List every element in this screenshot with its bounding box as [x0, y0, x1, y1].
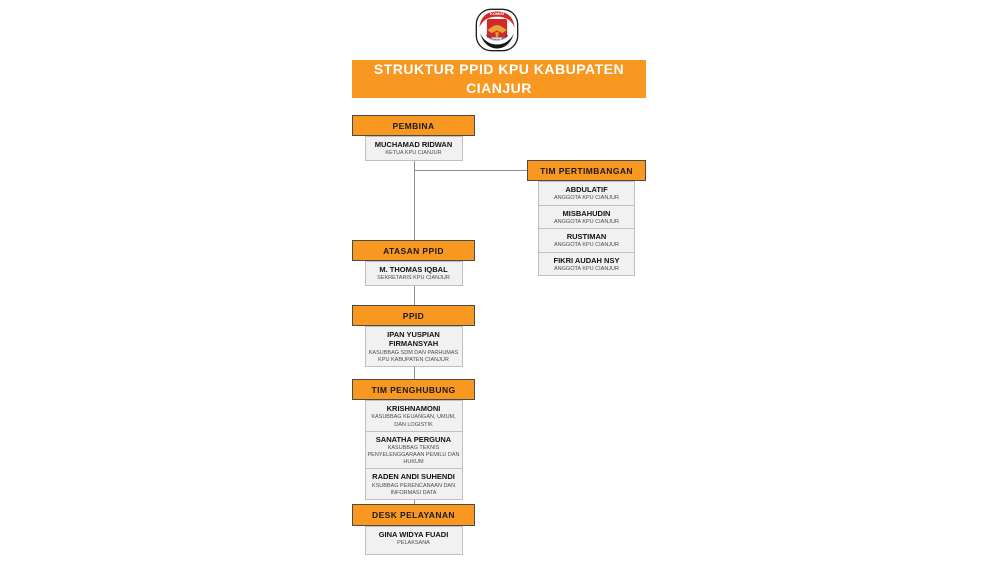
member-role: SEKRETARIS KPU CIANJUR: [377, 275, 450, 282]
group-tim-penghubung: [352, 379, 475, 500]
member-card: [538, 205, 635, 230]
member-name: FIKRI AUDAH NSY: [553, 255, 620, 265]
member-role: ANGGOTA KPU CIANJUR: [554, 195, 619, 202]
member-card: [538, 228, 635, 253]
group-atasan-ppid: [352, 240, 475, 286]
connector-line: [414, 283, 415, 305]
group-tim-pertimbangan: [527, 160, 646, 276]
group-ppid: [352, 305, 475, 367]
member-card: [365, 526, 463, 555]
member-name: IPAN YUSPIAN FIRMANSYAH: [387, 330, 440, 349]
connector-line: [414, 170, 527, 171]
member-role: ANGGOTA KPU CIANJUR: [554, 218, 619, 225]
member-name: GINA WIDYA FUADI: [378, 530, 449, 539]
member-role: KETUA KPU CIANJUR: [385, 150, 442, 157]
member-role: KSUBBAG PERENCANAAN DAN INFORMASI DATA: [371, 482, 456, 496]
member-card: [538, 181, 635, 206]
logo-top-text: KOMISI: [489, 11, 505, 17]
member-role: KASUBBAG SDM DAN PARHUMAS KPU KABUPATEN CIANJUR: [368, 349, 459, 363]
connector-line: [414, 365, 415, 379]
member-name: RUSTIMAN: [566, 232, 607, 242]
group-header-pembina: PEMBINA: [352, 115, 475, 136]
member-card: [365, 136, 463, 161]
member-role: KASUBBAG KEUANGAN, UMUM, DAN LOGISTIK: [371, 414, 456, 428]
member-card: [365, 468, 463, 500]
member-role: PELAKSANA: [397, 540, 430, 547]
member-card: [365, 261, 463, 286]
group-header-tim-penghubung: TIM PENGHUBUNG: [352, 379, 475, 400]
kpu-logo-icon: [475, 7, 519, 53]
member-card: [365, 326, 463, 367]
group-pembina: [352, 115, 475, 161]
member-card: [538, 252, 635, 277]
page-title: [352, 60, 646, 98]
page-title-text: STRUKTUR PPID KPU KABUPATEN CIANJUR: [373, 61, 625, 96]
member-name: SANATHA PERGUNA: [375, 434, 452, 444]
member-name: KRISHNAMONI: [386, 404, 441, 413]
group-desk-pelayanan: [352, 504, 475, 555]
member-name: ABDULATIF: [565, 185, 608, 194]
member-name: MUCHAMAD RIDWAN: [374, 140, 453, 149]
member-role: ANGGOTA KPU CIANJUR: [554, 242, 619, 249]
group-header-ppid: PPID: [352, 305, 475, 326]
group-header-atasan-ppid: ATASAN PPID: [352, 240, 475, 261]
member-name: M. THOMAS IQBAL: [379, 265, 448, 274]
member-role: ANGGOTA KPU CIANJUR: [554, 265, 619, 272]
group-header-tim-pertimbangan: TIM PERTIMBANGAN: [527, 160, 646, 181]
member-name: MISBAHUDIN: [562, 208, 611, 218]
member-card: [365, 431, 463, 470]
member-name: RADEN ANDI SUHENDI: [372, 472, 455, 482]
group-header-desk-pelayanan: DESK PELAYANAN: [352, 504, 475, 526]
logo-bottom-text: PEMILIHAN UMUM: [484, 33, 510, 42]
member-card: [365, 400, 463, 432]
member-role: KASUBBAG TEKNIS PENYELENGGARAAN PEMILU DAN HUKUM: [367, 445, 460, 466]
